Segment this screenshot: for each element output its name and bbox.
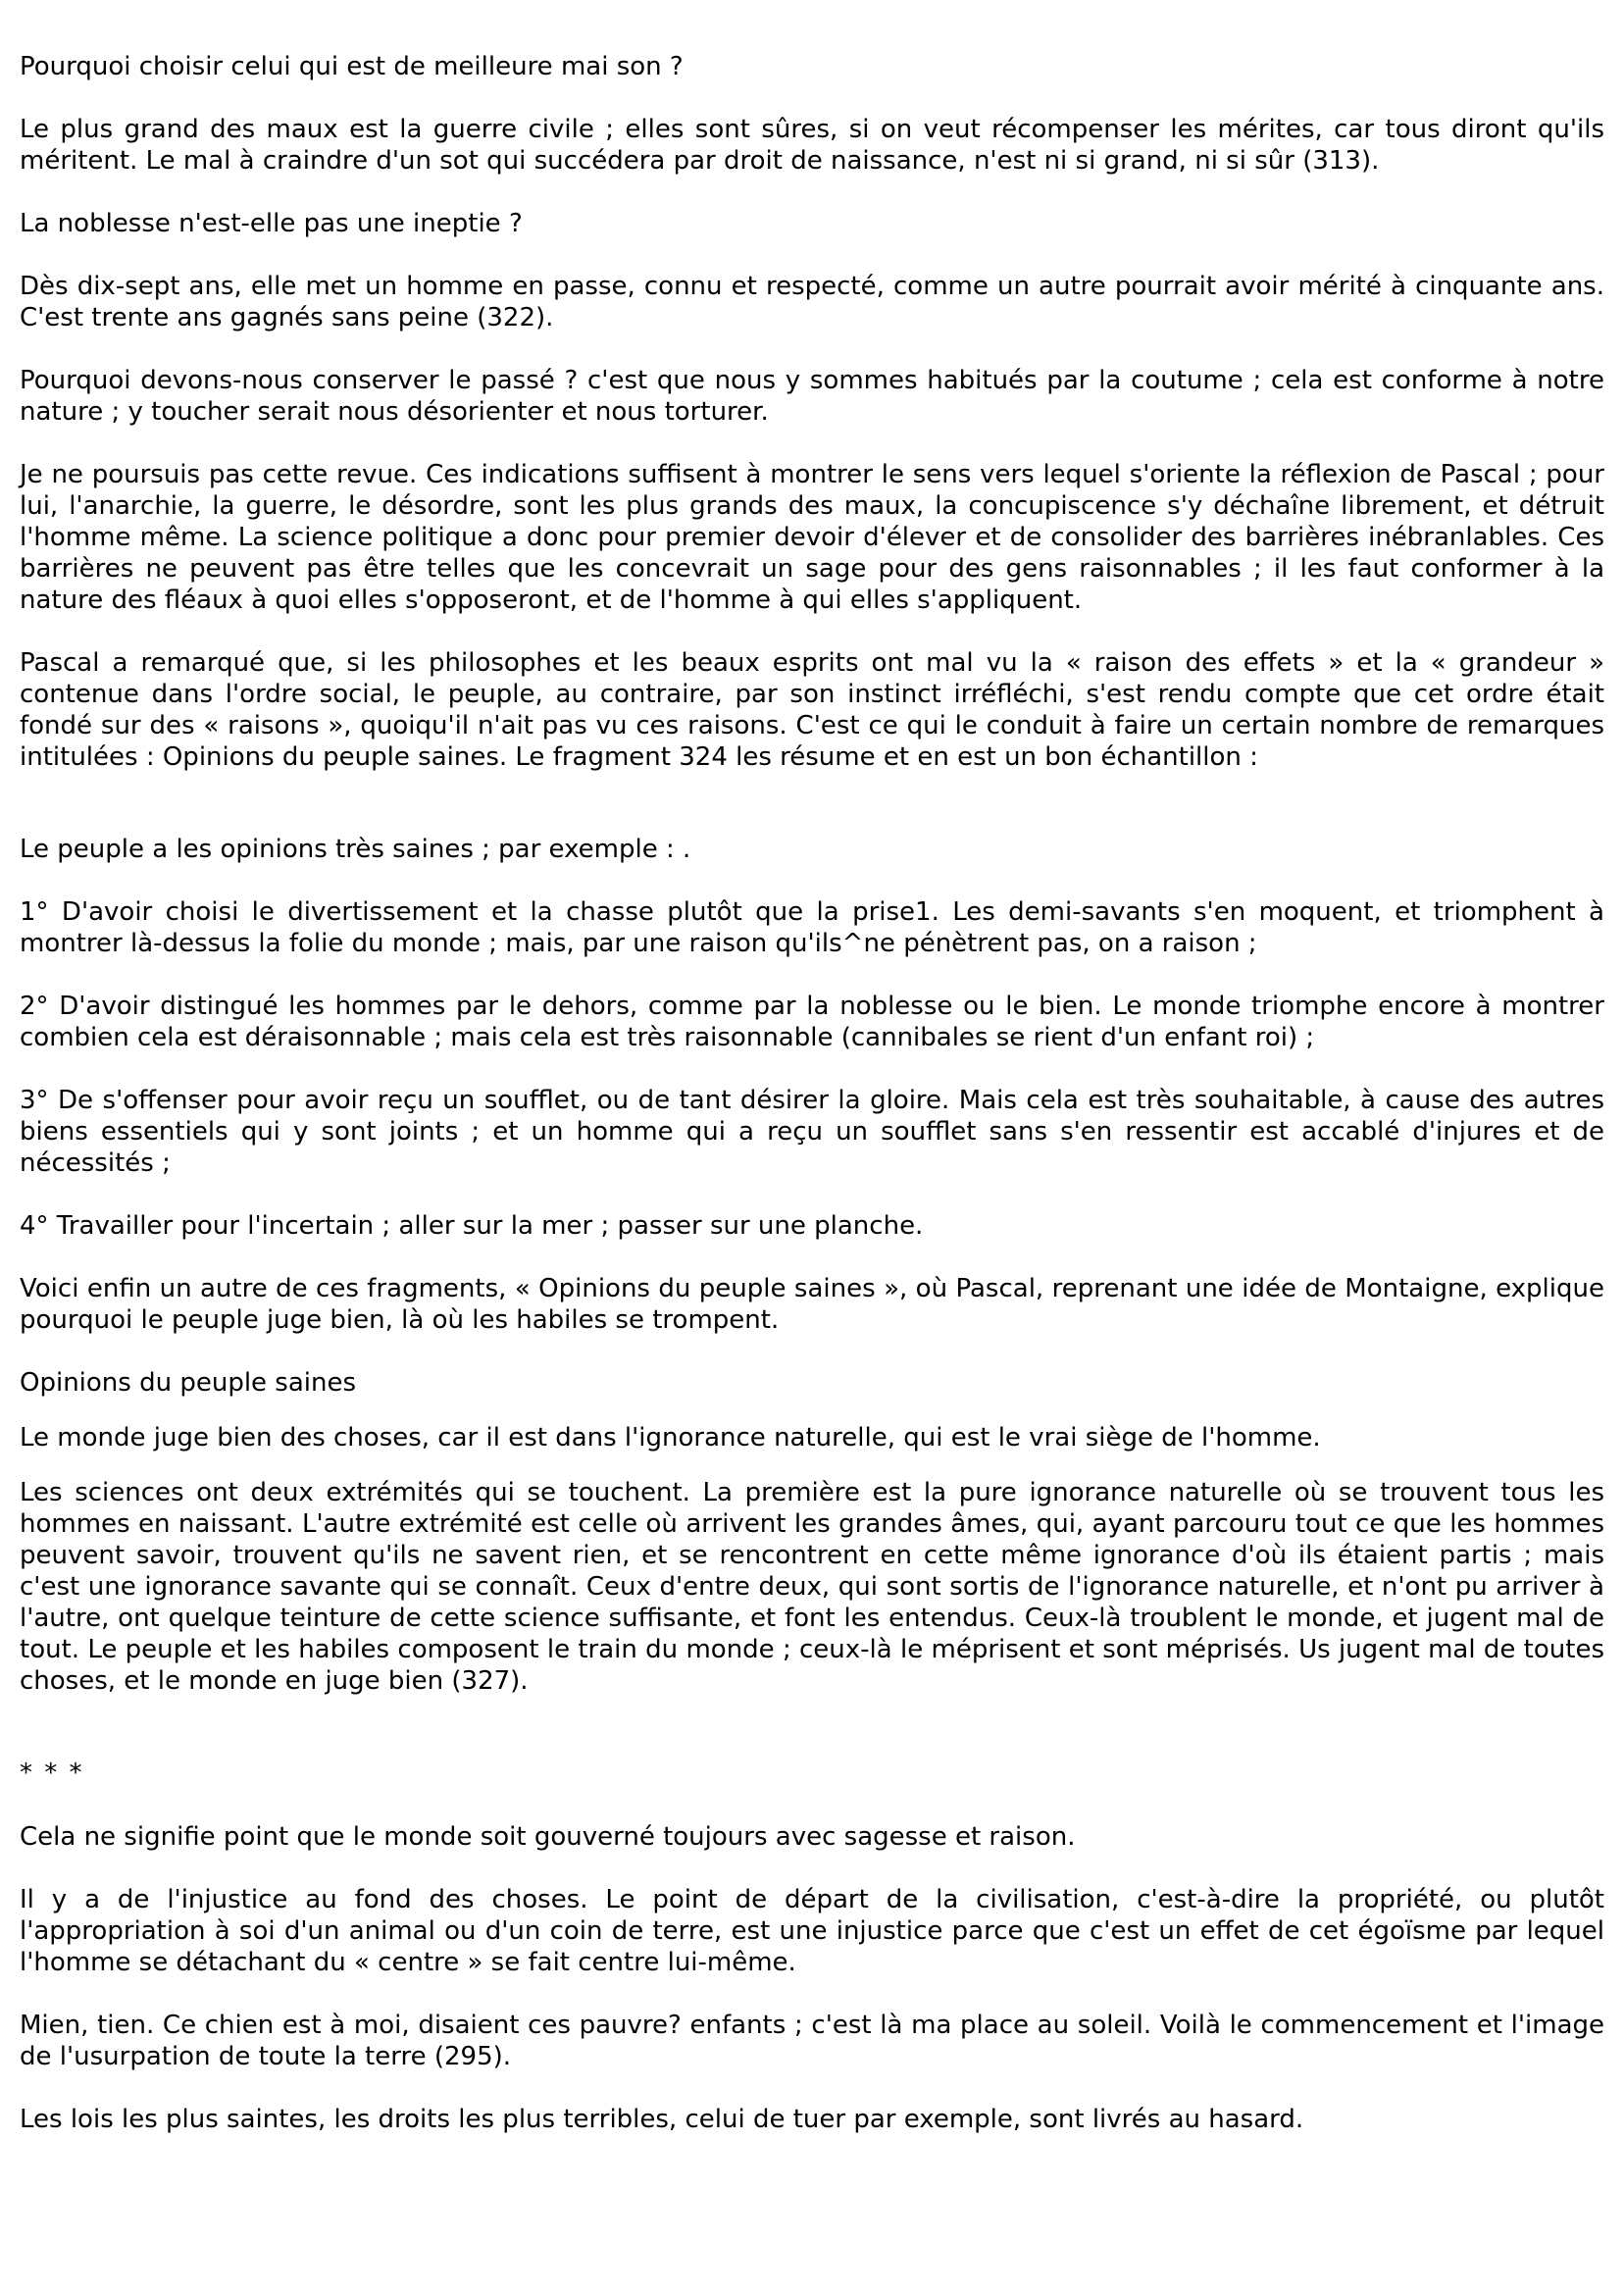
section-separator: * * * <box>20 1759 84 1788</box>
paragraph: Les lois les plus saintes, les droits les plus terribles, celui de tuer par exemple, sont livrés au hasard. <box>20 2105 1304 2134</box>
paragraph: La noblesse n'est-elle pas une ineptie ? <box>20 209 523 238</box>
paragraph: Mien, tien. Ce chien est à moi, disaient ces pauvre? enfants ; c'est là ma place au soleil. Voilà le commencement et l'image de l'usurpation de toute la terre (295). <box>20 2011 1604 2071</box>
quote-intro: Le peuple a les opinions très saines ; par exemple : . <box>20 835 691 864</box>
paragraph: Le plus grand des maux est la guerre civile ; elles sont sûres, si on veut récompenser les mérites, car tous diront qu'ils méritent. Le mal à craindre d'un sot qui succédera par droit de naissance, n'est ni si grand, ni si sûr (313). <box>20 115 1604 176</box>
paragraph: Les sciences ont deux extrémités qui se touchent. La première est la pure ignorance naturelle où se trouvent tous les hommes en naissant. L'autre extrémité est celle où arrivent les grandes âmes, qui, ayant parcouru tout ce que les hommes peuvent savoir, trouvent qu'ils ne savent rien, et se rencontrent en cette même ignorance d'où ils étaient partis ; mais c'est une ignorance savante qui se connaît. Ceux d'entre deux, qui sont sortis de l'ignorance naturelle, et n'ont pu arriver à l'autre, ont quelque teinture de cette science suffisante, et font les entendus. Ceux-là troublent le monde, et jugent mal de tout. Le peuple et les habiles composent le train du monde ; ceux-là le méprisent et sont méprisés. Us jugent mal de toutes choses, et le monde en juge bien (327). <box>20 1478 1604 1696</box>
paragraph: Voici enfin un autre de ces fragments, « Opinions du peuple saines », où Pascal, reprenant une idée de Montaigne, explique pourquoi le peuple juge bien, là où les habiles se trompent. <box>20 1274 1604 1335</box>
paragraph: Je ne poursuis pas cette revue. Ces indications suffisent à montrer le sens vers lequel s'oriente la réflexion de Pascal ; pour lui, l'anarchie, la guerre, le désordre, sont les plus grands des maux, la concupiscence s'y déchaîne librement, et détruit l'homme même. La science politique a donc pour premier devoir d'élever et de consolider des barrières inébranlables. Ces barrières ne peuvent pas être telles que les concevrait un sage pour des gens raisonnables ; il les faut conformer à la nature des fléaux à quoi elles s'opposeront, et de l'homme à qui elles s'appliquent. <box>20 460 1604 615</box>
quote-item-1: 1° D'avoir choisi le divertissement et la chasse plutôt que la prise1. Les demi-savants s'en moquent, et triomphent à montrer là-dessus la folie du monde ; mais, par une raison qu'ils^ne pénètrent pas, on a raison ; <box>20 897 1604 958</box>
paragraph: Dès dix-sept ans, elle met un homme en passe, connu et respecté, comme un autre pourrait avoir mérité à cinquante ans. C'est trente ans gagnés sans peine (322). <box>20 272 1604 332</box>
paragraph: Il y a de l'injustice au fond des choses. Le point de départ de la civilisation, c'est-à-dire la propriété, ou plutôt l'appropriation à soi d'un animal ou d'un coin de terre, est une injustice parce que c'est un effet de cet égoïsme par lequel l'homme se détachant du « centre » se fait centre lui-même. <box>20 1885 1604 1977</box>
paragraph: Pascal a remarqué que, si les philosophes et les beaux esprits ont mal vu la « raison des effets » et la « grandeur » contenue dans l'ordre social, le peuple, au contraire, par son instinct irréfléchi, s'est rendu compte que cet ordre était fondé sur des « raisons », quoiqu'il n'ait pas vu ces raisons. C'est ce qui le conduit à faire un certain nombre de remarques intitulées : Opinions du peuple saines. Le fragment 324 les résume et en est un bon échantillon : <box>20 648 1604 772</box>
quote-item-2: 2° D'avoir distingué les hommes par le dehors, comme par la noblesse ou le bien. Le monde triomphe encore à montrer combien cela est déraisonnable ; mais cela est très raisonnable (cannibales se rient d'un enfant roi) ; <box>20 992 1604 1052</box>
paragraph: Cela ne signifie point que le monde soit gouverné toujours avec sagesse et raison. <box>20 1822 1076 1852</box>
paragraph: Le monde juge bien des choses, car il est dans l'ignorance naturelle, qui est le vrai siège de l'homme. <box>20 1423 1321 1453</box>
quote-item-3: 3° De s'offenser pour avoir reçu un soufflet, ou de tant désirer la gloire. Mais cela est très souhaitable, à cause des autres biens essentiels qui y sont joints ; et un homme qui a reçu un soufflet sans s'en ressentir est accablé d'injures et de nécessités ; <box>20 1086 1604 1178</box>
paragraph: Pourquoi choisir celui qui est de meilleure mai son ? <box>20 52 684 81</box>
document-page <box>20 51 1604 2135</box>
quote-item-4: 4° Travailler pour l'incertain ; aller sur la mer ; passer sur une planche. <box>20 1211 924 1241</box>
section-heading: Opinions du peuple saines <box>20 1368 357 1398</box>
paragraph: Pourquoi devons-nous conserver le passé ? c'est que nous y sommes habitués par la coutume ; cela est conforme à notre nature ; y toucher serait nous désorienter et nous torturer. <box>20 366 1604 427</box>
